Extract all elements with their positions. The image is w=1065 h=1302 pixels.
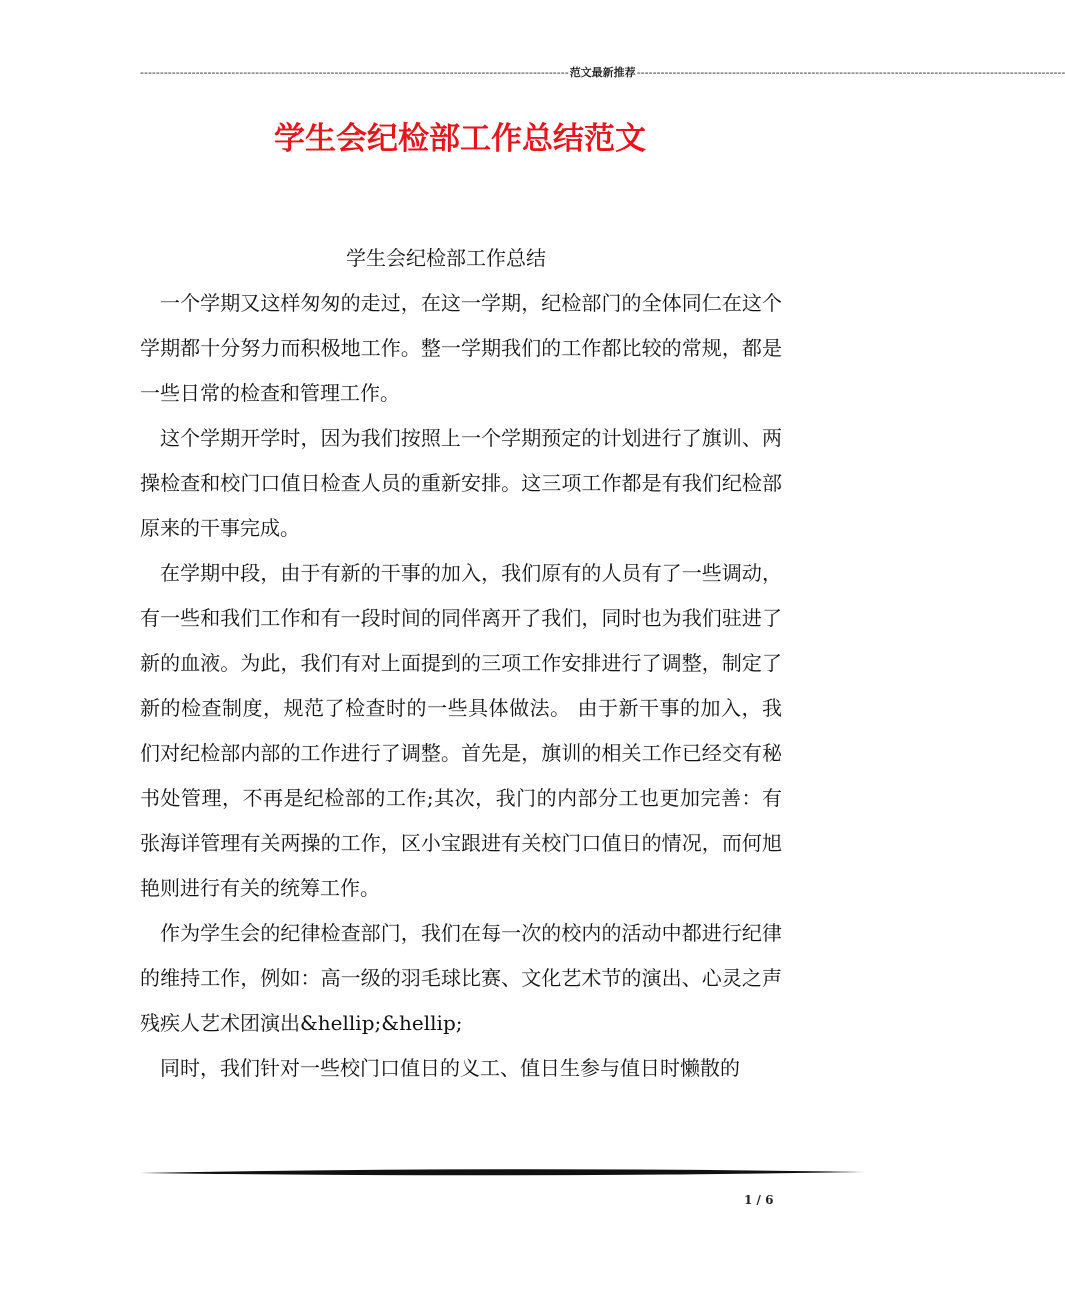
header-line [140,66,1065,80]
footer-rule [140,1166,864,1180]
document-title: 学生会纪检部工作总结范文 [274,121,646,157]
paragraph: 这个学期开学时，因为我们按照上一个学期预定的计划进行了旗训、两操检查和校门口值日检查人员的重新安排。这三项工作都是有我们纪检部原来的干事完成。 [140,426,782,540]
header-label: 范文最新推荐 [569,66,636,79]
paragraph: 在学期中段，由于有新的干事的加入，我们原有的人员有了一些调动，有一些和我们工作和有一段时间的同伴离开了我们，同时也为我们驻进了新的血液。为此，我们有对上面提到的三项工作安排进行了调整，制定了新的检查制度，规范了检查时的一些具体做法。 由于新干事的加入，我们对纪检部内部的工作进行了调整。首先是，旗训的相关工作已经交有秘书处管理，不再是纪检部的工作;其次，我门的内部分工也更加完善：有张海详管理有关两操的工作，区小宝跟进有关校门口值日的情况，而何旭艳则进行有关的统筹工作。 [140,561,782,900]
paragraph: 一个学期又这样匆匆的走过，在这一学期，纪检部门的全体同仁在这个学期都十分努力而积极地工作。整一学期我们的工作都比较的常规，都是一些日常的检查和管理工作。 [140,291,782,405]
document-subtitle: 学生会纪检部工作总结 [346,246,546,270]
page-number: 1 / 6 [744,1193,774,1207]
header-dashes-right: ------------------------------------------------------------------------------------------------------------ [636,66,1065,79]
header-dashes-left: ------------------------------------------------------------------------------------------------------------ [140,66,569,79]
paragraph: 同时，我们针对一些校门口值日的义工、值日生参与值日时懒散的 [160,1056,740,1080]
paragraph: 作为学生会的纪律检查部门，我们在每一次的校内的活动中都进行纪律的维持工作，例如：高一级的羽毛球比赛、文化艺术节的演出、心灵之声残疾人艺术团演出&hellip;&hellip; [140,921,782,1035]
document-body [140,236,782,1091]
